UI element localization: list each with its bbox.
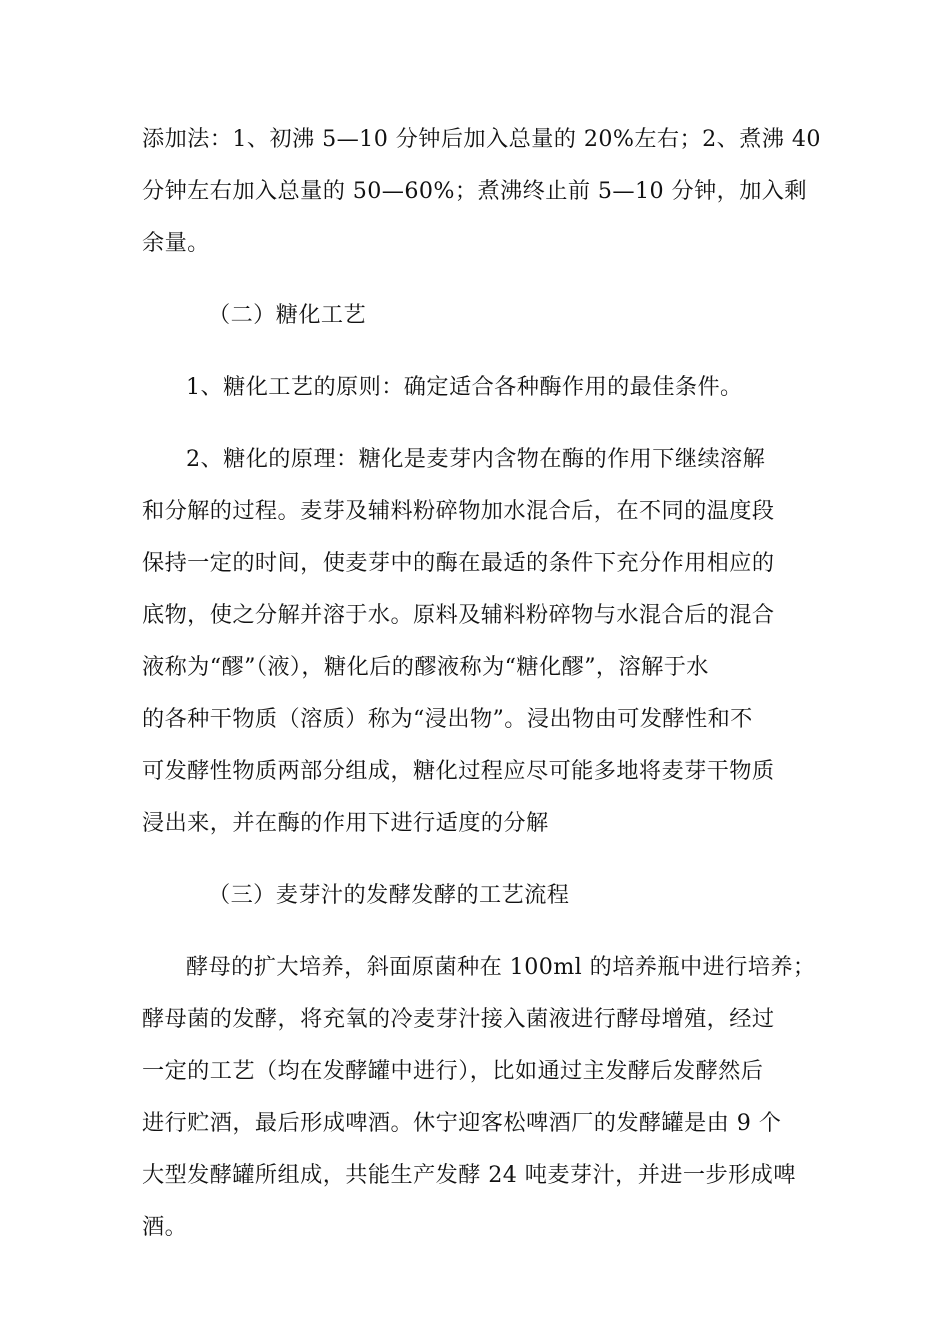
- text-line: 浸出来，并在酶的作用下进行适度的分解: [142, 810, 549, 836]
- text-line: 进行贮酒，最后形成啤酒。休宁迎客松啤酒厂的发酵罐是由 9 个: [142, 1110, 782, 1136]
- text-line: 和分解的过程。麦芽及辅料粉碎物加水混合后，在不同的温度段: [142, 498, 775, 524]
- section-heading-fermentation: （三）麦芽汁的发酵发酵的工艺流程: [208, 882, 570, 908]
- text-line: 液称为“醪”（液），糖化后的醪液称为“糖化醪”，溶解于水: [142, 654, 709, 680]
- paragraph-fermentation: [142, 941, 816, 1253]
- text-line: 2、糖化的原理：糖化是麦芽内含物在酶的作用下继续溶解: [186, 446, 766, 472]
- text-line: 的各种干物质（溶质）称为“浸出物”。浸出物由可发酵性和不: [142, 706, 753, 732]
- text-line: 酒。: [142, 1214, 188, 1240]
- text-line: 一定的工艺（均在发酵罐中进行），比如通过主发酵后发酵然后: [142, 1058, 764, 1084]
- text-line: 添加法：1、初沸 5—10 分钟后加入总量的 20%左右；2、煮沸 40: [142, 126, 821, 152]
- document-page: [142, 113, 821, 1253]
- paragraph-principle-1: 1、糖化工艺的原则：确定适合各种酶作用的最佳条件。: [186, 374, 743, 400]
- paragraph-principle-2: [142, 433, 810, 849]
- text-line: 酵母的扩大培养，斜面原菌种在 100ml 的培养瓶中进行培养；: [186, 954, 816, 980]
- text-line: 底物，使之分解并溶于水。原料及辅料粉碎物与水混合后的混合: [142, 602, 775, 628]
- section-heading-saccharification: （二）糖化工艺: [208, 302, 367, 328]
- text-line: 保持一定的时间，使麦芽中的酶在最适的条件下充分作用相应的: [142, 550, 775, 576]
- text-line: 余量。: [142, 230, 210, 256]
- paragraph-addition-method: [142, 113, 821, 269]
- text-line: 分钟左右加入总量的 50—60%；煮沸终止前 5—10 分钟，加入剩: [142, 178, 807, 204]
- text-line: 大型发酵罐所组成，共能生产发酵 24 吨麦芽汁，并进一步形成啤: [142, 1162, 796, 1188]
- text-line: 酵母菌的发酵，将充氧的冷麦芽汁接入菌液进行酵母增殖，经过: [142, 1006, 775, 1032]
- text-line: 可发酵性物质两部分组成，糖化过程应尽可能多地将麦芽干物质: [142, 758, 775, 784]
